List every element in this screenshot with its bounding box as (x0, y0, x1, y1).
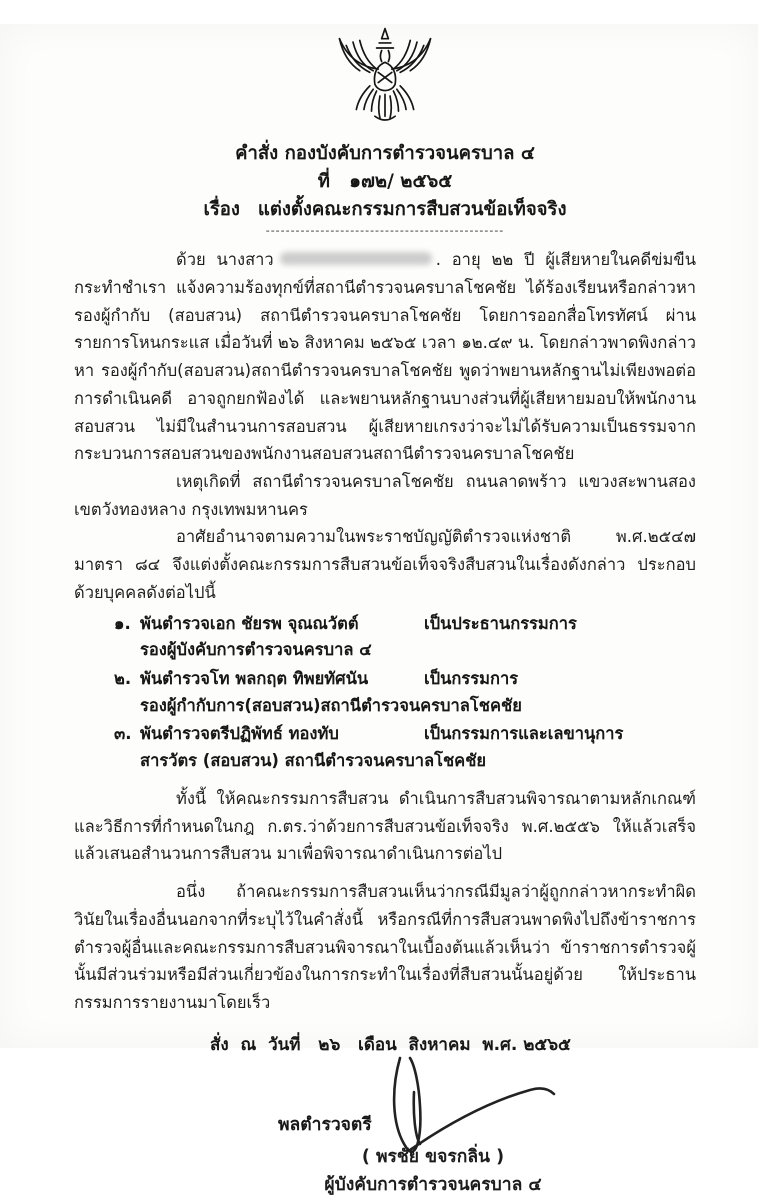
order-title: คำสั่ง กองบังคับการตำรวจนครบาล ๔ (235, 143, 535, 164)
member-role: เป็นกรรมการ (424, 669, 519, 689)
member-position: สารวัตร (สอบสวน) สถานีตำรวจนครบาลโชคชัย (140, 751, 487, 771)
paragraph-complaint (74, 246, 696, 468)
committee-member (114, 611, 696, 664)
committee-member (114, 666, 696, 719)
paragraph-additional-instructions: อนึ่ง ถ้าคณะกรรมการสืบสวนเห็นว่ากรณีมีมูลว่าผู้ถูกกล่าวหากระทำผิดวินัยในเรื่องอื่นนอกจากที่ระบุไว้ในคำสั่งนี้ หรือกรณีที่การสืบสวนพาดพิงไปถึงข้าราชการตำรวจผู้อื่นและคณะกรรมการสืบสวนพิจารณาในเบื้องต้นแล้วเห็นว่า ข้าราชการตำรวจผู้นั้นมีส่วนร่วมหรือมีส่วนเกี่ยวข้องในการกระทำในเรื่องที่สืบสวนนั้นอยู่ด้วย ให้ประธานกรรมการรายงานมาโดยเร็ว (74, 882, 696, 1012)
committee-member (114, 721, 696, 774)
document-body (74, 246, 696, 1016)
paragraph-incident-location: เหตุเกิดที่ สถานีตำรวจนครบาลโชคชัย ถนนลาดพร้าว แขวงสะพานสอง เขตวังทองหลาง กรุงเทพมหานคร (74, 472, 696, 519)
member-name: พันตำรวจเอก ชัยรพ จุณณวัตต์ (140, 613, 359, 633)
paragraph-procedure: ทั้งนี้ ให้คณะกรรมการสืบสวน ดำเนินการสืบสวนพิจารณาตามหลักเกณฑ์และวิธีการที่กำหนดในกฎ ก.ตร.ว่าด้วยการสืบสวนข้อเท็จจริง พ.ศ.๒๕๕๖ ให้แล้วเสร็จ แล้วเสนอสำนวนการสืบสวน มาเพื่อพิจารณาดำเนินการต่อไป (74, 788, 696, 864)
signer-name: ( พรชัย ขจรกลิ่น ) (361, 1146, 505, 1167)
signature-block (74, 1058, 696, 1198)
member-role: เป็นกรรมการและเลขานุการ (424, 724, 624, 744)
subject-text: แต่งตั้งคณะกรรมการสืบสวนข้อเท็จจริง (257, 198, 567, 220)
member-position: รองผู้บังคับการตำรวจนครบาล ๔ (140, 640, 372, 660)
paragraph-legal-authority: อาศัยอำนาจตามความในพระราชบัญญัติตำรวจแห่งชาติ พ.ศ.๒๕๔๗ มาตรา ๘๔ จึงแต่งตั้งคณะกรรมการสืบสวนข้อเท็จจริงสืบสวนในเรื่องดังกล่าว ประกอบด้วยบุคคลดังต่อไปนี้ (74, 527, 696, 602)
redacted-name (280, 252, 432, 265)
committee-list (114, 611, 696, 775)
member-number: ๒. (114, 669, 132, 689)
divider-dashes: ------------------------------------------------ (265, 224, 505, 238)
document-page (0, 24, 758, 1195)
complaint-prefix: ด้วย นางสาว (176, 250, 274, 270)
subject-label: เรื่อง (203, 198, 240, 220)
complaint-body: . อายุ ๒๒ ปี ผู้เสียหายในคดีข่มขืนกระทำชำเรา แจ้งความร้องทุกข์ที่สถานีตำรวจนครบาลโชคชัย ได้ร้องเรียนหรือกล่าวหา รองผู้กำกับ (สอบสวน) สถานีตำรวจนครบาลโชคชัย โดยการออกสื่อโทรทัศน์ ผ่านรายการโหนกระแส เมื่อวันที่ ๒๖ สิงหาคม ๒๕๖๕ เวลา ๑๒.๔๙ น. โดยกล่าวพาดพิงกล่าวหา รองผู้กำกับ(สอบสวน)สถานีตำรวจนครบาลโชคชัย พูดว่าพยานหลักฐานไม่เพียงพอต่อการดำเนินคดี อาจถูกยกฟ้องได้ และพยานหลักฐานบางส่วนที่ผู้เสียหายมอบให้พนักงานสอบสวน ไม่มีในสำนวนการสอบสวน ผู้เสียหายเกรงว่าจะไม่ได้รับความเป็นธรรมจากกระบวนการสอบสวนของพนักงานสอบสวนสถานีตำรวจนครบาลโชคชัย (74, 250, 696, 464)
signer-position: ผู้บังคับการตำรวจนครบาล ๔ (324, 1174, 542, 1195)
member-name: พันตำรวจโท พลกฤต ทิพยทัศนัน (140, 669, 369, 689)
member-number: ๑. (114, 613, 131, 633)
order-number: ที่ ๑๗๒/ ๒๕๖๕ (317, 170, 453, 192)
order-date-line: สั่ง ณ วันที่ ๒๖ เดือน สิงหาคม พ.ศ. ๒๕๖๕ (210, 1034, 571, 1055)
signer-rank: พลตำรวจตรี (278, 1114, 372, 1135)
member-position: รองผู้กำกับการ(สอบสวน)สถานีตำรวจนครบาลโชคชัย (140, 695, 522, 715)
member-name: พันตำรวจตรีปฏิพัทธ์ ทองทับ (140, 724, 339, 744)
title-block (74, 140, 696, 223)
subject-line (74, 196, 696, 224)
garuda-emblem-icon (326, 24, 444, 136)
member-number: ๓. (114, 724, 132, 744)
member-role: เป็นประธานกรรมการ (424, 613, 577, 633)
